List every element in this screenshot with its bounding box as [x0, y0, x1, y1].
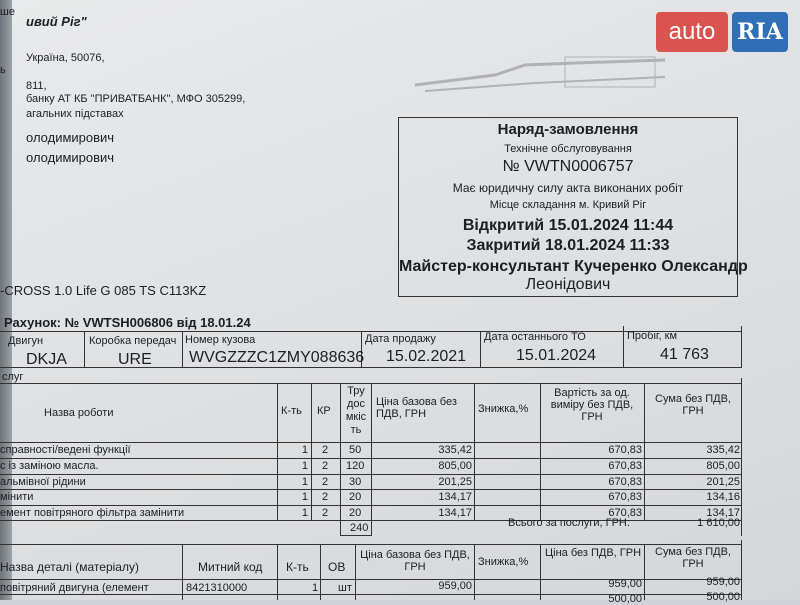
row-labor: 50 [349, 444, 362, 456]
person-name-2: олодимирович [26, 150, 115, 165]
services-section-label: слуг [2, 371, 24, 383]
col-work-name: Назва роботи [44, 407, 114, 419]
row-kr: 2 [322, 491, 329, 503]
col-unit-measure: ОВ [328, 560, 346, 574]
row-work: емент повітряного фільтра замінити [0, 507, 185, 519]
row-qty: 1 [301, 476, 308, 488]
row-part-price: 959,00 [608, 578, 642, 590]
body-value: WVGZZZC1ZMY088636 [189, 349, 365, 366]
col-part-price: Ціна без ПДВ, ГРН [544, 547, 642, 559]
company-bank: банку АТ КБ "ПРИВАТБАНК", МФО 305299, [26, 93, 246, 105]
row-sum: 134,17 [706, 507, 740, 519]
work-order-box [398, 117, 748, 297]
row-qty: 1 [301, 491, 308, 503]
row-unit: 670,83 [608, 491, 642, 503]
order-closed: Закритий 18.01.2024 11:33 [466, 237, 670, 254]
col-part-base: Ціна базова без ПДВ, ГРН [360, 549, 470, 573]
person-name-1: олодимирович [26, 130, 115, 145]
services-total-value: 1 610,00 [697, 517, 740, 529]
row-base: 134,17 [438, 491, 472, 503]
row-base: 335,42 [438, 444, 472, 456]
col-qty: К-ть [281, 405, 302, 417]
ria-logo [732, 12, 788, 52]
last-service-value: 15.01.2024 [516, 347, 597, 364]
row-part-price: 500,00 [608, 593, 642, 605]
car-model: -CROSS 1.0 Life G 085 TS C113KZ [0, 283, 207, 298]
row-work: с із заміною масла. [0, 460, 99, 472]
row-sum: 335,42 [706, 444, 740, 456]
company-code: 811, [26, 80, 47, 92]
services-total-label: Всього за послуги, ГРН: [508, 517, 630, 529]
row-base: 134,17 [438, 507, 472, 519]
body-label: Номер кузова [185, 334, 256, 346]
col-part-sum: Сума без ПДВ, ГРН [655, 546, 731, 570]
mileage-label: Пробіг, км [627, 330, 678, 342]
col-unit-cost: Вартість за од. виміру без ПДВ, ГРН [550, 387, 634, 423]
ria-logo-text: RIA [737, 19, 783, 45]
last-service-label: Дата останнього ТО [484, 331, 586, 343]
row-part-sum: 500,00 [706, 591, 740, 603]
row-unit: 670,83 [608, 460, 642, 472]
total-labor: 240 [350, 522, 369, 534]
row-part-sum: 959,00 [706, 576, 740, 588]
row-unit: 670,83 [608, 507, 642, 519]
order-opened: Відкритий 15.01.2024 11:44 [462, 217, 674, 234]
row-unit: 670,83 [608, 444, 642, 456]
col-customs-code: Митний код [198, 560, 263, 574]
row-part-name: повітряний двигуна (елемент [0, 582, 149, 594]
order-subtitle: Технічне обслуговування [504, 143, 632, 155]
row-part-code: 8421310000 [186, 582, 248, 594]
engine-value: DKJA [26, 351, 67, 368]
order-consultant: Майстер-консультант Кучеренко Олександр [399, 258, 748, 275]
row-work: альмівної рідини [0, 476, 86, 488]
gearbox-value: URE [118, 351, 152, 368]
col-part-discount: Знижка,% [478, 556, 529, 568]
row-labor: 20 [349, 507, 362, 519]
company-address: Україна, 50076, [26, 52, 105, 64]
order-legal-note: Має юридичну силу акта виконаних робіт [452, 181, 684, 195]
row-sum: 134,16 [706, 491, 740, 503]
row-labor: 20 [349, 491, 362, 503]
row-sum: 805,00 [706, 460, 740, 472]
row-kr: 2 [322, 444, 329, 456]
order-consultant-patronymic: Леонідович [525, 276, 611, 293]
row-part-unit: шт [338, 582, 352, 594]
row-unit: 670,83 [608, 476, 642, 488]
invoice-number: Рахунок: № VWTSH006806 від 18.01.24 [4, 315, 251, 330]
col-sum: Сума без ПДВ, ГРН [655, 393, 731, 417]
order-number: № VWTN0006757 [502, 158, 634, 175]
col-labor-1: Тру [347, 385, 365, 397]
row-base: 201,25 [438, 476, 472, 488]
auto-logo-text: auto [668, 18, 716, 45]
order-title: Наряд-замовлення [497, 121, 639, 138]
col-base-price: Ціна базова без ПДВ, ГРН [376, 396, 457, 420]
row-labor: 30 [349, 476, 362, 488]
gearbox-label: Коробка передач [89, 335, 177, 347]
row-kr: 2 [322, 476, 329, 488]
row-qty: 1 [301, 444, 308, 456]
cut-text-top: ше [0, 6, 15, 18]
row-work: справності/веденi функції [0, 444, 131, 456]
auto-logo [656, 12, 728, 52]
col-part-qty: К-ть [286, 560, 309, 574]
col-part-name: Назва деталі (матеріалу) [0, 560, 139, 574]
stamp-mark [415, 55, 665, 95]
col-labor-3: мкіс [345, 411, 367, 423]
cut-text-2: ь [0, 64, 6, 76]
col-kr: КР [317, 405, 331, 417]
sale-date-value: 15.02.2021 [386, 348, 467, 365]
order-place: Місце складання м. Кривий Ріг [489, 199, 647, 211]
mileage-value: 41 763 [660, 346, 709, 363]
row-qty: 1 [301, 460, 308, 472]
row-part-qty: 1 [312, 582, 319, 594]
row-part-base: 959,00 [438, 580, 472, 592]
row-kr: 2 [322, 507, 329, 519]
row-kr: 2 [322, 460, 329, 472]
tax-basis: агальних підставах [26, 108, 124, 120]
row-sum: 201,25 [706, 476, 740, 488]
row-labor: 120 [346, 460, 365, 472]
row-work: мінити [0, 491, 34, 503]
col-labor-4: ть [350, 424, 362, 436]
sale-date-label: Дата продажу [365, 333, 436, 345]
col-labor-2: дос [346, 398, 366, 410]
row-qty: 1 [301, 507, 308, 519]
row-base: 805,00 [438, 460, 472, 472]
engine-label: Двигун [8, 335, 44, 347]
company-city: ивий Ріг" [26, 14, 87, 29]
col-discount: Знижка,% [478, 403, 529, 415]
